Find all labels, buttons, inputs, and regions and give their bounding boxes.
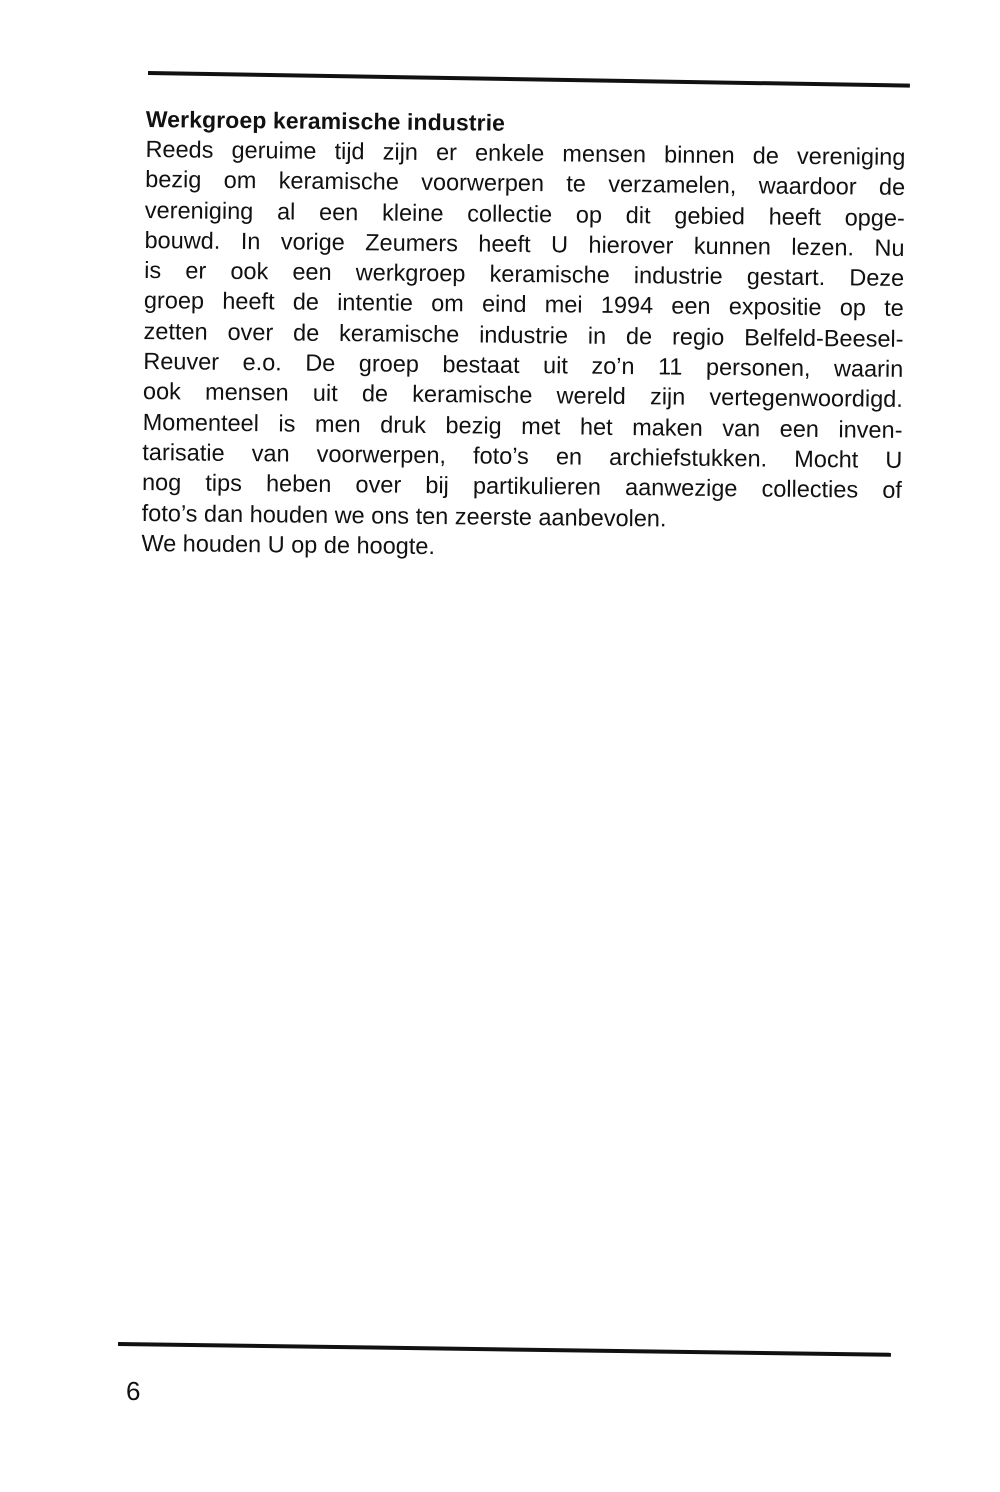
- body-line: We houden U op de hoogte.: [141, 529, 436, 559]
- word: opge-: [844, 203, 905, 231]
- word: binnen: [663, 141, 735, 169]
- word: mensen: [204, 379, 289, 406]
- word: heeft: [478, 230, 531, 257]
- word: eind: [481, 291, 527, 318]
- word: bezig: [145, 166, 202, 193]
- word: in: [587, 322, 607, 349]
- word: zijn: [382, 138, 419, 165]
- word: personen,: [705, 353, 811, 382]
- word: 11: [657, 353, 683, 380]
- word: aanwezige: [624, 474, 738, 502]
- word: uit: [542, 352, 569, 379]
- word: bestaat: [442, 351, 520, 379]
- word: over: [355, 471, 402, 498]
- article: [141, 104, 906, 566]
- word: zo’n: [591, 352, 635, 380]
- word: Reeds: [145, 135, 214, 163]
- word: Deze: [849, 264, 905, 292]
- word: is: [144, 257, 162, 284]
- word: van: [251, 440, 290, 467]
- word: gebied: [674, 202, 746, 229]
- word: keramische: [489, 260, 610, 289]
- word: gestart.: [746, 263, 826, 291]
- word: regio: [671, 323, 725, 350]
- word: bouwd.: [144, 226, 221, 254]
- word: keramische: [338, 319, 460, 348]
- word: uit: [312, 380, 338, 407]
- word: partikulieren: [472, 472, 602, 501]
- word: inven-: [838, 415, 903, 443]
- word: de: [292, 319, 320, 346]
- word: e.o.: [242, 349, 282, 376]
- word: groep: [143, 287, 205, 315]
- word: over: [227, 318, 274, 346]
- word: intentie: [337, 289, 414, 317]
- word: tips: [205, 469, 243, 497]
- word: foto’s: [472, 442, 529, 469]
- word: er: [435, 139, 458, 166]
- word: zijn: [649, 383, 686, 411]
- word: voorwerpen,: [316, 440, 447, 469]
- bottom-rule: [118, 1342, 891, 1357]
- word: druk: [380, 411, 427, 438]
- word: de: [292, 289, 320, 316]
- word: het: [579, 413, 613, 440]
- word: keramische: [412, 381, 533, 409]
- word: mensen: [562, 140, 647, 168]
- word: men: [314, 410, 361, 437]
- word: er: [185, 257, 207, 284]
- word: Mocht: [794, 445, 859, 473]
- word: met: [521, 412, 561, 440]
- word: bij: [425, 472, 449, 499]
- word: van: [722, 414, 761, 442]
- word: U: [550, 231, 569, 258]
- word: heeft: [222, 288, 275, 315]
- word: lezen.: [791, 233, 855, 261]
- word: vorige: [280, 228, 345, 255]
- top-rule: [148, 71, 910, 88]
- word: om: [431, 290, 464, 317]
- word: de: [752, 142, 780, 169]
- word: enkele: [474, 139, 545, 167]
- word: of: [882, 476, 903, 504]
- word: wereld: [556, 382, 626, 410]
- word: kleine: [381, 199, 444, 226]
- word: heben: [265, 470, 332, 498]
- article-title: Werkgroep keramische industrie: [145, 105, 506, 136]
- word: expositie: [728, 293, 822, 321]
- word: archiefstukken.: [608, 443, 768, 472]
- word: U: [885, 446, 903, 473]
- word: verzamelen,: [608, 171, 737, 199]
- word: al: [276, 197, 296, 225]
- word: ook: [142, 378, 182, 405]
- word: nog: [141, 469, 182, 496]
- word: bezig: [445, 411, 502, 439]
- word: industrie: [633, 262, 723, 290]
- word: Belfeld-Beesel-: [744, 324, 904, 352]
- word: ook: [230, 258, 269, 285]
- word: collecties: [761, 475, 859, 503]
- word: 1994: [600, 292, 654, 319]
- page-number: 6: [126, 1376, 141, 1406]
- word: hierover: [588, 231, 674, 259]
- word: De: [305, 349, 336, 377]
- word: collectie: [467, 199, 553, 227]
- word: maken: [632, 413, 703, 441]
- word: industrie: [479, 321, 569, 349]
- word: te: [884, 295, 904, 322]
- word: dit: [625, 201, 651, 228]
- word: is: [278, 410, 296, 437]
- word: de: [878, 173, 906, 201]
- word: een: [292, 258, 332, 286]
- word: om: [223, 167, 257, 194]
- word: op: [839, 294, 867, 322]
- word: en: [555, 443, 583, 470]
- word: waardoor: [758, 172, 857, 200]
- word: tijd: [334, 137, 365, 165]
- word: groep: [358, 350, 420, 377]
- word: de: [361, 380, 389, 407]
- word: voorwerpen: [421, 169, 545, 197]
- word: In: [240, 227, 261, 255]
- word: te: [566, 170, 587, 197]
- word: werkgroep: [355, 259, 466, 287]
- word: mei: [544, 291, 583, 319]
- word: kunnen: [693, 232, 772, 260]
- body-line: foto’s dan houden we ons ten zeerste aanbevolen.: [141, 499, 667, 532]
- word: geruime: [231, 136, 317, 164]
- word: Momenteel: [142, 408, 260, 436]
- word: keramische: [278, 167, 400, 195]
- word: Nu: [874, 234, 905, 261]
- word: een: [318, 198, 359, 225]
- word: op: [575, 201, 603, 228]
- word: tarisatie: [142, 438, 225, 466]
- word: zetten: [143, 317, 208, 345]
- word: Zeumers: [365, 229, 459, 257]
- word: vertegenwoordigd.: [709, 384, 903, 413]
- word: vereniging: [796, 142, 906, 170]
- word: vereniging: [144, 196, 254, 224]
- word: heeft: [768, 203, 822, 230]
- word: een: [779, 415, 820, 442]
- word: een: [671, 292, 711, 320]
- article-body: [141, 134, 905, 566]
- word: de: [625, 322, 653, 350]
- word: Reuver: [143, 348, 220, 375]
- word: waarin: [833, 355, 904, 383]
